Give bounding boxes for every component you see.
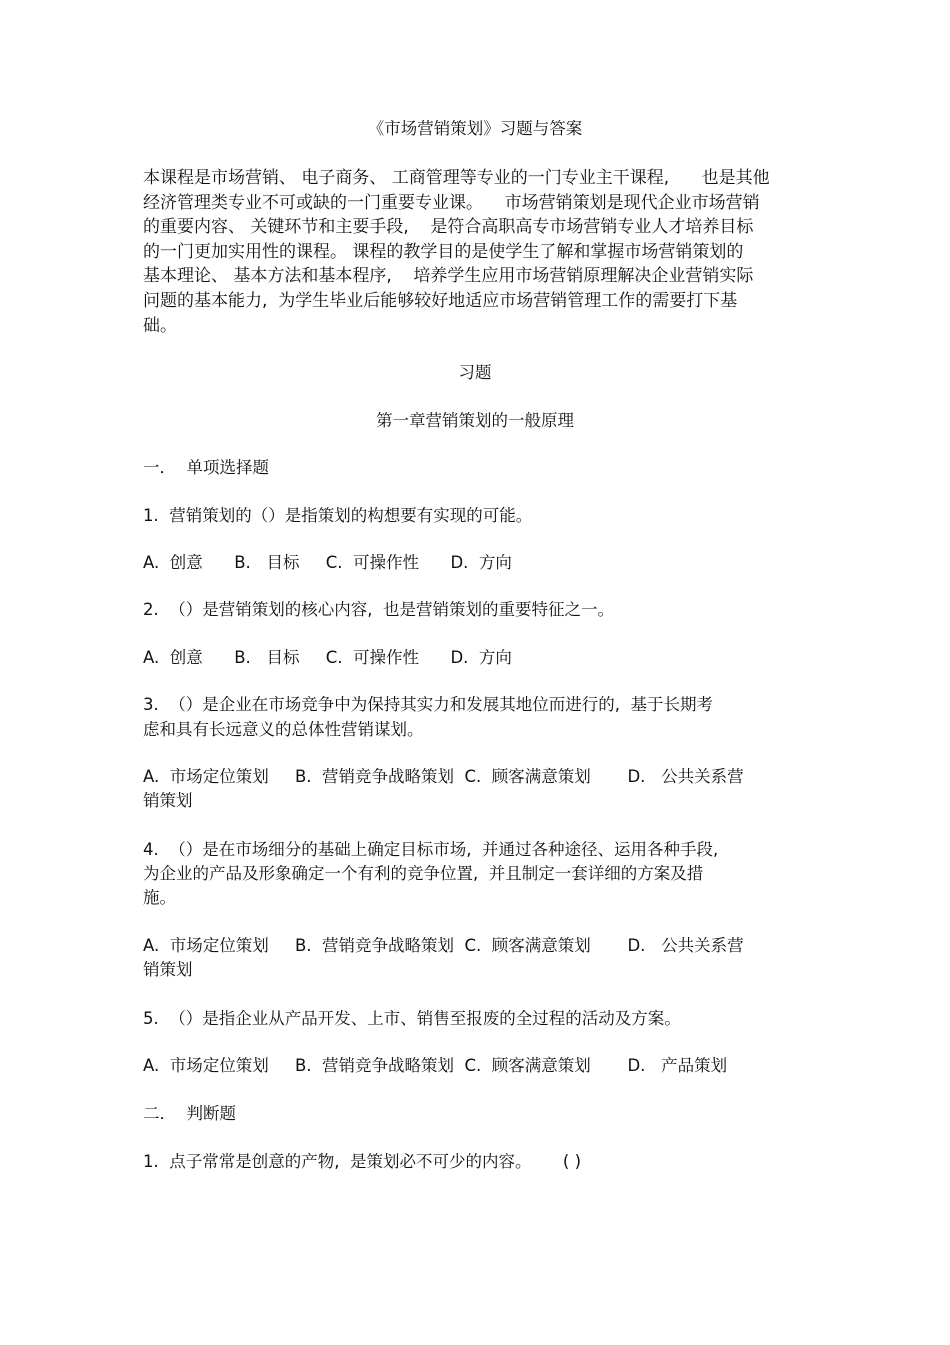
- question-5-options: A. 市场定位策划 B. 营销竞争战略策划 C. 顾客满意策划 D. 产品策划: [143, 1056, 728, 1075]
- question-4-line: 4. （）是在市场细分的基础上确定目标市场, 并通过各种途径、运用各种手段,: [143, 840, 719, 859]
- chapter-heading: 第一章营销策划的一般原理: [376, 411, 574, 430]
- question-1: 1. 营销策划的（）是指策划的构想要有实现的可能。: [143, 506, 533, 525]
- question-4-line: 为企业的产品及形象确定一个有利的竞争位置, 并且制定一套详细的方案及措: [143, 864, 704, 883]
- question-4-options-line: A. 市场定位策划 B. 营销竞争战略策划 C. 顾客满意策划 D. 公共关系营: [143, 936, 744, 955]
- question-2-options: A. 创意 B. 目标 C. 可操作性 D. 方向: [143, 648, 512, 667]
- question-3-line: 3. （）是企业在市场竞争中为保持其实力和发展其地位而进行的, 基于长期考: [143, 695, 713, 714]
- question-3-options-line: A. 市场定位策划 B. 营销竞争战略策划 C. 顾客满意策划 D. 公共关系营: [143, 767, 744, 786]
- question-3-line: 虑和具有长远意义的总体性营销谋划。: [143, 720, 424, 739]
- question-4-options-line: 销策划: [143, 960, 193, 979]
- intro-line: 基本理论、 基本方法和基本程序, 培养学生应用市场营销原理解决企业营销实际: [143, 266, 754, 287]
- question-3-options-line: 销策划: [143, 791, 193, 810]
- part2-heading: 二． 判断题: [143, 1104, 236, 1123]
- intro-line: 本课程是市场营销、 电子商务、 工商管理等专业的一门专业主干课程, 也是其他: [143, 168, 770, 188]
- section-heading: 习题: [458, 363, 492, 382]
- question-1-options: A. 创意 B. 目标 C. 可操作性 D. 方向: [143, 553, 512, 572]
- intro-line: 础。: [143, 315, 177, 336]
- intro-paragraph: [143, 166, 808, 338]
- intro-line: 的一门更加实用性的课程。 课程的教学目的是使学生了解和掌握市场营销策划的: [143, 241, 744, 262]
- question-2: 2. （）是营销策划的核心内容, 也是营销策划的重要特征之一。: [143, 600, 614, 619]
- intro-line: 经济管理类专业不可或缺的一门重要专业课。 市场营销策划是现代企业市场营销: [143, 192, 760, 213]
- question-5: 5. （）是指企业从产品开发、上市、销售至报废的全过程的活动及方案。: [143, 1009, 681, 1028]
- part1-heading: 一． 单项选择题: [143, 458, 269, 477]
- document-title: 《市场营销策划》习题与答案: [367, 119, 583, 138]
- question-4-line: 施。: [143, 888, 176, 907]
- judgement-1: 1. 点子常常是创意的产物, 是策划必不可少的内容。 ( ): [143, 1152, 582, 1171]
- intro-line: 的重要内容、 关键环节和主要手段, 是符合高职高专市场营销专业人才培养目标: [143, 217, 754, 238]
- intro-line: 问题的基本能力, 为学生毕业后能够较好地适应市场营销管理工作的需要打下基: [143, 290, 738, 311]
